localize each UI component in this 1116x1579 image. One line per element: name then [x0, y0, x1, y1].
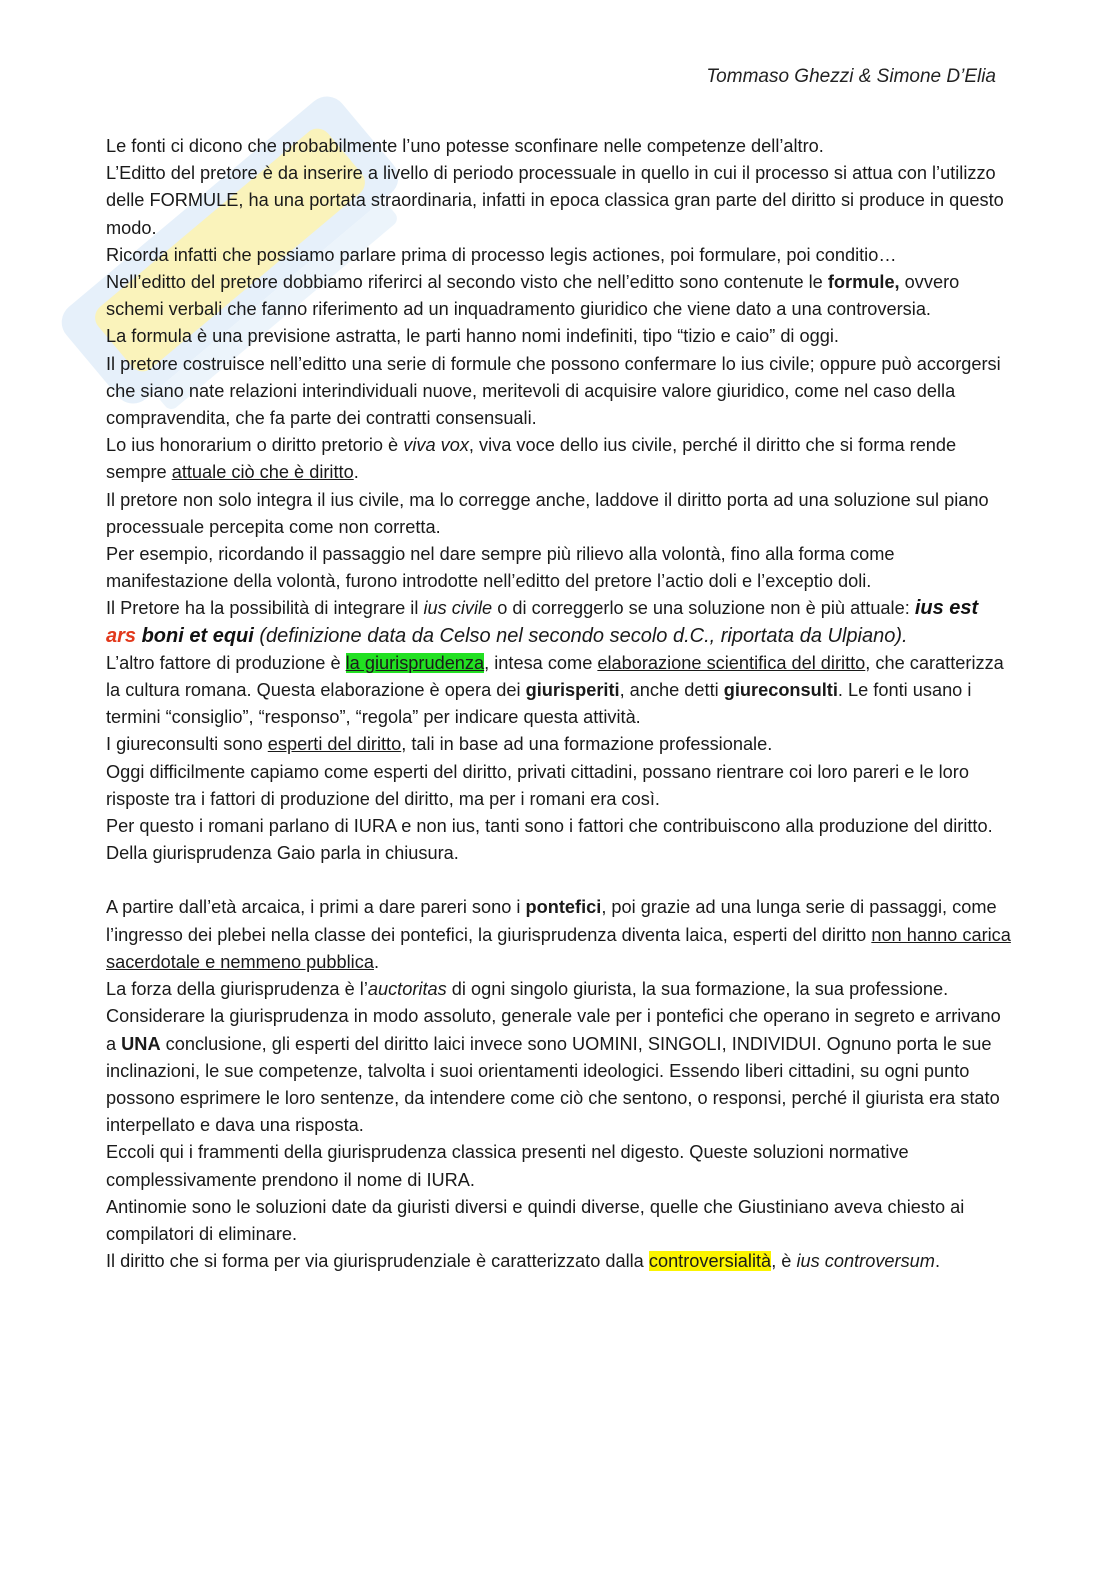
paragraph: Oggi difficilmente capiamo come esperti del diritto, privati cittadini, possano rientrare coi loro pareri e le loro risposte tra i fattori di produzione del diritto, ma per i romani era così. — [106, 761, 969, 809]
paragraph: Ricorda infatti che possiamo parlare prima di processo legis actiones, poi formulare, poi conditio… — [106, 244, 897, 265]
underlined-phrase: non hanno carica sacerdotale e nemmeno pubblica — [106, 924, 1011, 972]
paragraph: Antinomie sono le soluzioni date da giuristi diversi e quindi diverse, quelle che Giustiniano aveva chiesto ai compilatori di eliminare. — [106, 1196, 965, 1244]
paragraph: Il diritto che si forma per via giurisprudenziale è caratterizzato dalla controversialità, è ius controversum. — [106, 1251, 941, 1272]
italic-term: ius controversum — [796, 1251, 935, 1272]
italic-term: ius civile — [423, 598, 493, 619]
highlighted-term: la giurisprudenza — [345, 652, 485, 673]
paragraph: L’Editto del pretore è da inserire a livello di periodo processuale in quello in cui il processo si attua con l’utilizzo delle FORMULE, ha una portata straordinaria, infatti in epoca classica gran parte del diritto si produce in questo modo. — [106, 163, 1004, 238]
highlighted-term: controversialità — [648, 1251, 772, 1272]
italic-term: viva vox — [403, 435, 469, 456]
bold-term: UNA — [121, 1033, 161, 1054]
paragraph: Della giurisprudenza Gaio parla in chiusura. — [106, 843, 459, 864]
bold-term: giureconsulti — [723, 680, 838, 701]
paragraph: Lo ius honorarium o diritto pretorio è viva vox, viva voce dello ius civile, perché il diritto che si forma rende sempre attuale ciò che è diritto. — [106, 435, 957, 483]
paragraph: I giureconsulti sono esperti del diritto, tali in base ad una formazione professionale. — [106, 734, 773, 755]
paragraph: Le fonti ci dicono che probabilmente l’uno potesse sconfinare nelle competenze dell’altro. — [106, 136, 824, 156]
paragraph: Eccoli qui i frammenti della giurisprudenza classica presenti nel digesto. Queste soluzioni normative complessivamente prendono il nome di IURA. — [106, 1142, 909, 1190]
red-term: ars — [106, 624, 137, 647]
paragraph: Per questo i romani parlano di IURA e non ius, tanti sono i fattori che contribuiscono alla produzione del diritto. — [106, 816, 993, 837]
underlined-phrase: attuale ciò che è diritto — [171, 462, 354, 483]
bold-term: formule, — [827, 272, 900, 293]
underlined-phrase: esperti del diritto — [267, 734, 402, 755]
paragraph: Per esempio, ricordando il passaggio nel dare sempre più rilievo alla volontà, fino alla forma come manifestazione della volontà, furono introdotte nell’editto del pretore l’actio doli e l’exceptio doli. — [106, 544, 895, 592]
paragraph-gap — [106, 867, 1011, 894]
paragraph: L’altro fattore di produzione è la giurisprudenza, intesa come elaborazione scientifica del diritto, che caratterizza la cultura romana. Questa elaborazione è opera dei giurisperiti, anche detti giureconsulti. Le fonti usano i termini “consiglio”, “responso”, “regola” per indicare questa attività. — [106, 652, 1004, 728]
paragraph: Nell’editto del pretore dobbiamo riferirci al secondo visto che nell’editto sono contenute le formule, ovvero schemi verbali che fanno riferimento ad un inquadramento giuridico che viene dato a una controversia. — [106, 272, 960, 320]
paragraph: Il pretore non solo integra il ius civile, ma lo corregge anche, laddove il diritto porta ad una soluzione sul piano processuale percepita come non corretta. — [106, 489, 989, 537]
latin-quote: ius est ars boni et equi (definizione data da Celso nel secondo secolo d.C., riportata da Ulpiano). — [106, 597, 979, 647]
document-body — [106, 133, 1011, 1275]
italic-term: auctoritas — [367, 979, 447, 1000]
bold-term: giurisperiti — [525, 680, 620, 701]
underlined-phrase: elaborazione scientifica del diritto — [597, 652, 866, 673]
paragraph: La forza della giurisprudenza è l’auctoritas di ogni singolo giurista, la sua formazione, la sua professione. — [106, 979, 949, 1000]
paragraph: Il pretore costruisce nell’editto una serie di formule che possono confermare lo ius civile; oppure può accorgersi che siano nate relazioni interindividuali nuove, meritevoli di acquisire valore giuridico, come nel caso della compravendita, che fa parte dei contratti consensuali. — [106, 353, 1001, 429]
paragraph: Considerare la giurisprudenza in modo assoluto, generale vale per i pontefici che operano in segreto e arrivano a UNA conclusione, gli esperti del diritto laici invece sono UOMINI, SINGOLI, INDIVIDUI. Ognuno porta le sue inclinazioni, le sue competenze, talvolta i suoi orientamenti ideologici. Essendo liberi cittadini, su ogni punto possono esprimere le loro sentenze, da intendere come ciò che sentono, o responsi, perché il giurista era stato interpellato e dava una risposta. — [106, 1006, 1001, 1136]
bold-term: pontefici — [525, 897, 602, 918]
document-header-authors: Tommaso Ghezzi & Simone D’Elia — [706, 66, 996, 87]
paragraph: Il Pretore ha la possibilità di integrare il ius civile o di correggerlo se una soluzione non è più attuale: ius est ars boni et equi (definizione data da Celso nel secondo secolo d.C., riportata da Ulpiano). — [106, 597, 979, 647]
paragraph: La formula è una previsione astratta, le parti hanno nomi indefiniti, tipo “tizio e caio” di oggi. — [106, 326, 839, 347]
paragraph: A partire dall’età arcaica, i primi a dare pareri sono i pontefici, poi grazie ad una lunga serie di passaggi, come l’ingresso dei plebei nella classe dei pontefici, la giurisprudenza diventa laica, esperti del diritto non hanno carica sacerdotale e nemmeno pubblica. — [106, 897, 1011, 972]
